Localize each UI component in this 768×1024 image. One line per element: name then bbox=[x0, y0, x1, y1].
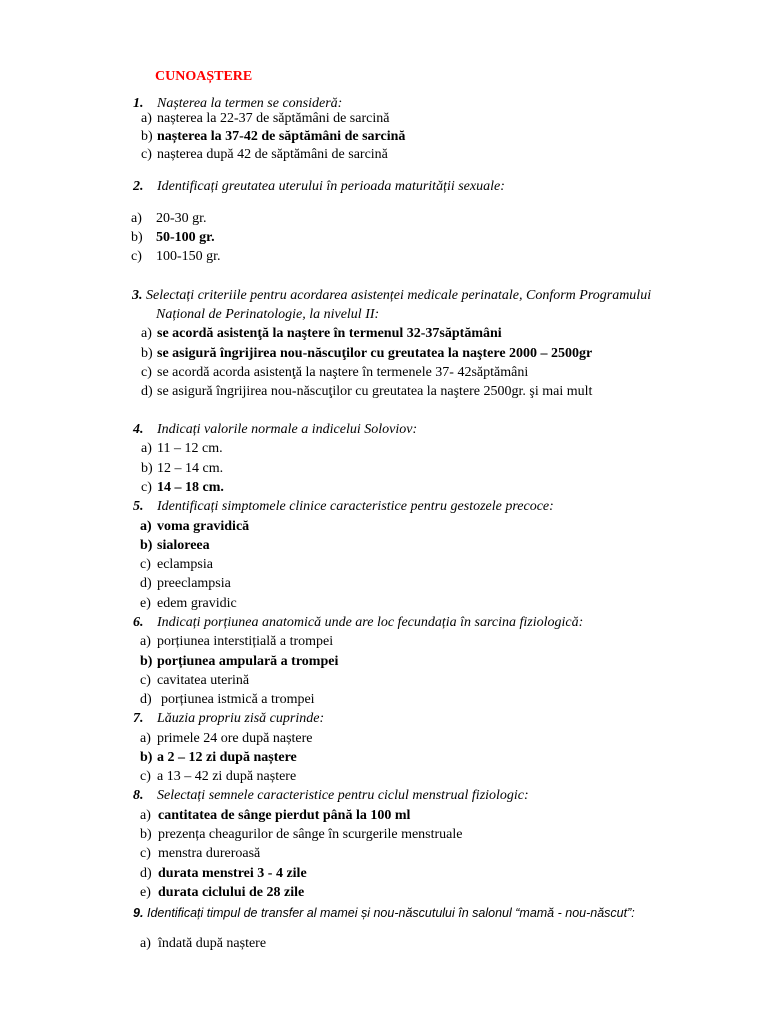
question-3 bbox=[132, 287, 651, 305]
option-letter: d) bbox=[140, 576, 152, 591]
option-text: nașterea la 22-37 de săptămâni de sarcină bbox=[157, 111, 390, 126]
question-5 bbox=[133, 498, 554, 516]
q4-option-c bbox=[141, 479, 224, 497]
option-letter: b) bbox=[140, 538, 153, 553]
option-letter: c) bbox=[141, 147, 152, 162]
option-letter: c) bbox=[131, 249, 142, 264]
q6-option-b bbox=[140, 653, 338, 671]
option-letter: b) bbox=[140, 827, 152, 842]
question-number: 2. bbox=[133, 179, 144, 194]
option-text: îndată după naștere bbox=[158, 936, 267, 951]
option-letter: a) bbox=[140, 731, 151, 746]
option-letter: d) bbox=[140, 692, 152, 707]
q5-option-e bbox=[140, 595, 237, 613]
option-letter: b) bbox=[140, 750, 153, 765]
option-letter: a) bbox=[140, 634, 151, 649]
option-letter: a) bbox=[140, 936, 151, 951]
q6-option-a bbox=[140, 633, 333, 651]
option-text: sialoreea bbox=[157, 538, 210, 553]
q6-option-d bbox=[140, 691, 315, 709]
q4-option-b bbox=[141, 460, 223, 478]
option-text: 50-100 gr. bbox=[156, 230, 215, 245]
question-number: 3. bbox=[132, 288, 143, 303]
option-letter: d) bbox=[141, 384, 153, 399]
option-letter: c) bbox=[140, 846, 151, 861]
question-9 bbox=[133, 904, 635, 922]
q3-option-a bbox=[141, 325, 502, 343]
option-letter: c) bbox=[141, 480, 152, 495]
option-letter: a) bbox=[141, 441, 152, 456]
q8-option-d bbox=[140, 865, 307, 883]
q9-option-a bbox=[140, 935, 266, 953]
option-text: se acordă asistenţă la naştere în termenul 32-37săptămâni bbox=[157, 326, 502, 341]
option-text: prezența cheagurilor de sânge în scurgerile menstruale bbox=[158, 827, 463, 842]
option-letter: b) bbox=[141, 461, 153, 476]
option-text: primele 24 ore după naștere bbox=[157, 731, 313, 746]
option-text: durata ciclului de 28 zile bbox=[158, 885, 305, 900]
q6-option-c bbox=[140, 672, 249, 690]
q1-option-c bbox=[141, 146, 388, 164]
question-text: Indicați porțiunea anatomică unde are loc fecundația în sarcina fiziologică: bbox=[157, 615, 584, 630]
option-text: nașterea la 37-42 de săptămâni de sarcină bbox=[157, 129, 406, 144]
q8-option-c bbox=[140, 845, 260, 863]
option-text: a 13 – 42 zi după naștere bbox=[157, 769, 297, 784]
question-4 bbox=[133, 421, 417, 439]
option-text: se acordă acorda asistenţă la naştere în termenele 37- 42săptămâni bbox=[157, 365, 529, 380]
question-text: Selectați semnele caracteristice pentru ciclul menstrual fiziologic: bbox=[157, 788, 529, 803]
q5-option-a bbox=[140, 518, 249, 536]
option-letter: a) bbox=[140, 808, 151, 823]
q8-option-a bbox=[140, 807, 410, 825]
question-number: 4. bbox=[133, 422, 144, 437]
option-text: se asigură îngrijirea nou-născuţilor cu greutatea la naştere 2500gr. şi mai mult bbox=[157, 384, 593, 399]
option-letter: e) bbox=[140, 596, 151, 611]
question-text: Indicați valorile normale a indicelui Soloviov: bbox=[157, 422, 418, 437]
q8-option-b bbox=[140, 826, 463, 844]
question-number: 8. bbox=[133, 788, 144, 803]
option-text: cantitatea de sânge pierdut până la 100 ml bbox=[158, 808, 411, 823]
option-letter: b) bbox=[140, 654, 153, 669]
q4-option-a bbox=[141, 440, 223, 458]
option-text: porțiunea ampulară a trompei bbox=[157, 654, 339, 669]
question-number: 5. bbox=[133, 499, 144, 514]
page-title: CUNOAȘTERE bbox=[155, 69, 253, 84]
option-letter: a) bbox=[141, 326, 152, 341]
question-number: 6. bbox=[133, 615, 144, 630]
question-text: Identificați simptomele clinice caracteristice pentru gestozele precoce: bbox=[157, 499, 554, 514]
option-text: 12 – 14 cm. bbox=[157, 461, 224, 476]
option-text: 14 – 18 cm. bbox=[157, 480, 224, 495]
option-text: preeclampsia bbox=[157, 576, 231, 591]
question-3-continued: Național de Perinatologie, la nivelul II: bbox=[156, 307, 380, 322]
option-letter: a) bbox=[140, 519, 152, 534]
option-text: porțiunea interstițială a trompei bbox=[157, 634, 334, 649]
q5-option-b bbox=[140, 537, 210, 555]
option-text: menstra dureroasă bbox=[158, 846, 261, 861]
option-text: edem gravidic bbox=[157, 596, 237, 611]
question-8 bbox=[133, 787, 529, 805]
q5-option-c bbox=[140, 556, 213, 574]
q8-option-e bbox=[140, 884, 304, 902]
option-text: 11 – 12 cm. bbox=[157, 441, 223, 456]
question-text: Nașterea la termen se consideră: bbox=[157, 96, 343, 111]
question-text: Identificați timpul de transfer al mamei și nou-născutului în salonul “mamă - nou-născut”: bbox=[147, 906, 635, 920]
q2-option-a bbox=[131, 210, 207, 228]
q2-option-c bbox=[131, 248, 221, 266]
option-letter: b) bbox=[141, 346, 153, 361]
question-2 bbox=[133, 178, 505, 196]
option-text: nașterea după 42 de săptămâni de sarcină bbox=[157, 147, 388, 162]
question-number: 7. bbox=[133, 711, 144, 726]
option-text: 20-30 gr. bbox=[156, 211, 207, 226]
option-letter: c) bbox=[140, 673, 151, 688]
q1-option-a bbox=[141, 110, 389, 128]
option-letter: c) bbox=[140, 557, 151, 572]
option-letter: e) bbox=[140, 885, 151, 900]
option-text: cavitatea uterină bbox=[157, 673, 250, 688]
q7-option-a bbox=[140, 730, 313, 748]
q3-option-d bbox=[141, 383, 592, 401]
option-text: eclampsia bbox=[157, 557, 213, 572]
q7-option-c bbox=[140, 768, 296, 786]
q1-option-b bbox=[141, 128, 405, 146]
option-text: porțiunea istmică a trompei bbox=[161, 692, 315, 707]
q3-option-c bbox=[141, 364, 528, 382]
option-letter: d) bbox=[140, 866, 152, 881]
option-letter: c) bbox=[140, 769, 151, 784]
option-letter: a) bbox=[131, 211, 142, 226]
option-letter: a) bbox=[141, 111, 152, 126]
question-text: Selectați criteriile pentru acordarea asistenței medicale perinatale, Conform Programului bbox=[146, 288, 652, 303]
option-text: voma gravidică bbox=[157, 519, 250, 534]
q7-option-b bbox=[140, 749, 297, 767]
option-text: 100-150 gr. bbox=[156, 249, 221, 264]
question-number: 9. bbox=[133, 906, 144, 920]
option-letter: b) bbox=[131, 230, 143, 245]
question-6 bbox=[133, 614, 583, 632]
option-letter: c) bbox=[141, 365, 152, 380]
q2-option-b bbox=[131, 229, 215, 247]
option-letter: b) bbox=[141, 129, 153, 144]
option-text: se asigură îngrijirea nou-născuţilor cu greutatea la naştere 2000 – 2500gr bbox=[157, 346, 593, 361]
option-text: a 2 – 12 zi după naștere bbox=[157, 750, 297, 765]
q3-option-b bbox=[141, 345, 592, 363]
question-text: Lăuzia propriu zisă cuprinde: bbox=[157, 711, 325, 726]
question-text: Identificați greutatea uterului în perioada maturității sexuale: bbox=[157, 179, 505, 194]
question-7 bbox=[133, 710, 324, 728]
q5-option-d bbox=[140, 575, 231, 593]
option-text: durata menstrei 3 - 4 zile bbox=[158, 866, 307, 881]
question-number: 1. bbox=[133, 96, 144, 111]
